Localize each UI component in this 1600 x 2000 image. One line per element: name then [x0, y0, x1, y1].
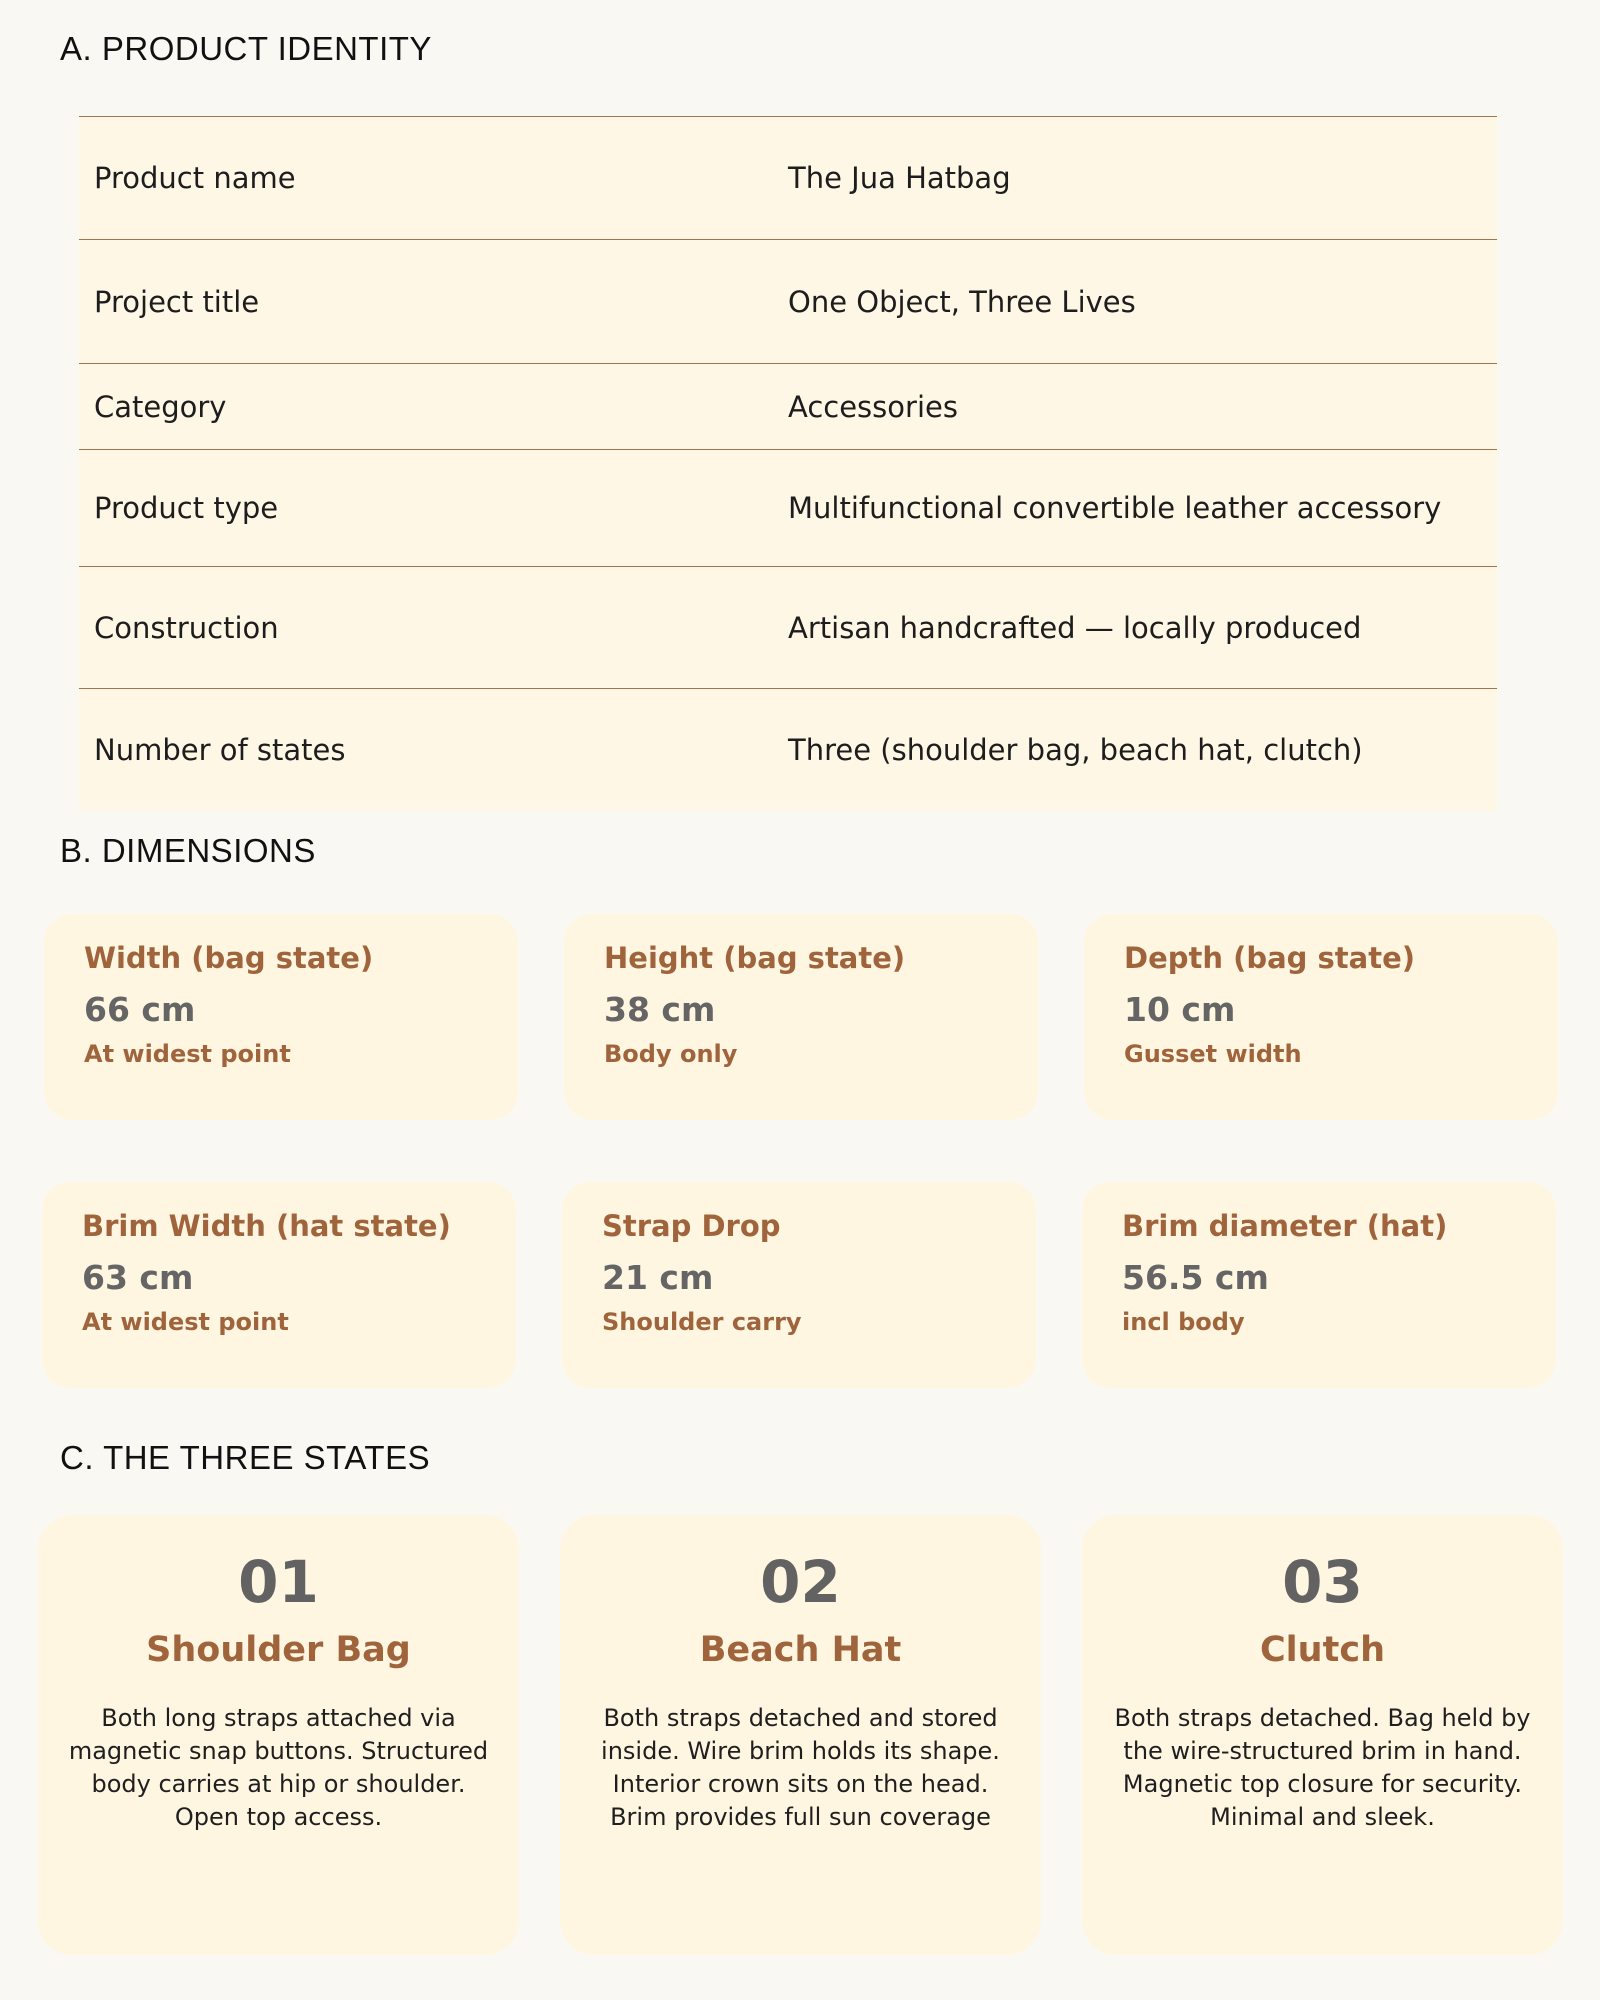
dimension-card-height	[564, 914, 1038, 1120]
dimension-value: 10 cm	[1124, 990, 1236, 1029]
dimension-label: Brim diameter (hat)	[1122, 1209, 1448, 1243]
state-name: Beach Hat	[699, 1630, 902, 1670]
table-row	[79, 240, 1497, 364]
row-label: Project title	[94, 284, 260, 319]
dimension-value: 38 cm	[604, 990, 716, 1029]
table-row	[79, 689, 1497, 811]
dimension-card-width	[44, 914, 518, 1120]
state-name: Shoulder Bag	[146, 1630, 411, 1670]
state-description: Both straps detached. Bag held by the wire-structured brim in hand. Magnetic top closure for security. Minimal and sleek.	[1114, 1704, 1531, 1831]
row-value: The Jua Hatbag	[788, 161, 1011, 195]
section-title-three-states: C. THE THREE STATES	[60, 1439, 431, 1476]
state-number: 02	[760, 1548, 841, 1616]
row-value: One Object, Three Lives	[788, 284, 1136, 319]
dimension-note: incl body	[1122, 1308, 1245, 1336]
row-value: Multifunctional convertible leather accessory	[788, 491, 1442, 525]
row-value: Three (shoulder bag, beach hat, clutch)	[788, 733, 1363, 767]
row-label: Construction	[94, 610, 279, 645]
state-card-clutch	[1082, 1515, 1563, 1955]
dimension-value: 56.5 cm	[1122, 1258, 1269, 1297]
table-row	[79, 567, 1497, 689]
dimension-note: Body only	[604, 1040, 738, 1068]
state-card-beach-hat	[560, 1515, 1041, 1955]
dimension-value: 66 cm	[84, 990, 196, 1029]
table-row	[79, 117, 1497, 240]
dimension-card-brim-width	[42, 1182, 516, 1388]
product-identity-table	[79, 116, 1497, 811]
state-number: 01	[238, 1548, 319, 1616]
row-label: Category	[94, 389, 227, 424]
dimension-note: At widest point	[82, 1308, 289, 1336]
dimension-card-depth	[1084, 914, 1558, 1120]
dimension-label: Strap Drop	[602, 1209, 781, 1243]
dimension-label: Brim Width (hat state)	[82, 1209, 451, 1243]
dimension-label: Width (bag state)	[84, 941, 374, 975]
row-value: Artisan handcrafted — locally produced	[788, 610, 1362, 645]
dimension-label: Depth (bag state)	[1124, 941, 1416, 975]
dimension-card-brim-diameter	[1082, 1182, 1556, 1388]
dimension-note: Shoulder carry	[602, 1308, 802, 1336]
row-label: Product name	[94, 161, 296, 195]
row-label: Number of states	[94, 733, 346, 767]
state-card-shoulder-bag	[38, 1515, 519, 1955]
dimension-card-strap-drop	[562, 1182, 1036, 1388]
row-label: Product type	[94, 491, 279, 525]
dimension-value: 21 cm	[602, 1258, 714, 1297]
row-value: Accessories	[788, 389, 958, 424]
state-description: Both straps detached and stored inside. Wire brim holds its shape. Interior crown sits on the head. Brim provides full sun coverage	[601, 1704, 1000, 1831]
state-name: Clutch	[1260, 1630, 1385, 1670]
dimension-label: Height (bag state)	[604, 941, 906, 975]
table-row	[79, 364, 1497, 450]
state-description: Both long straps attached via magnetic snap buttons. Structured body carries at hip or shoulder. Open top access.	[68, 1704, 489, 1831]
table-row	[79, 450, 1497, 567]
section-title-dimensions: B. DIMENSIONS	[60, 832, 316, 869]
dimension-note: At widest point	[84, 1040, 291, 1068]
state-number: 03	[1282, 1548, 1363, 1616]
dimension-note: Gusset width	[1124, 1040, 1302, 1068]
dimension-value: 63 cm	[82, 1258, 194, 1297]
section-title-product-identity: A. PRODUCT IDENTITY	[60, 30, 432, 67]
